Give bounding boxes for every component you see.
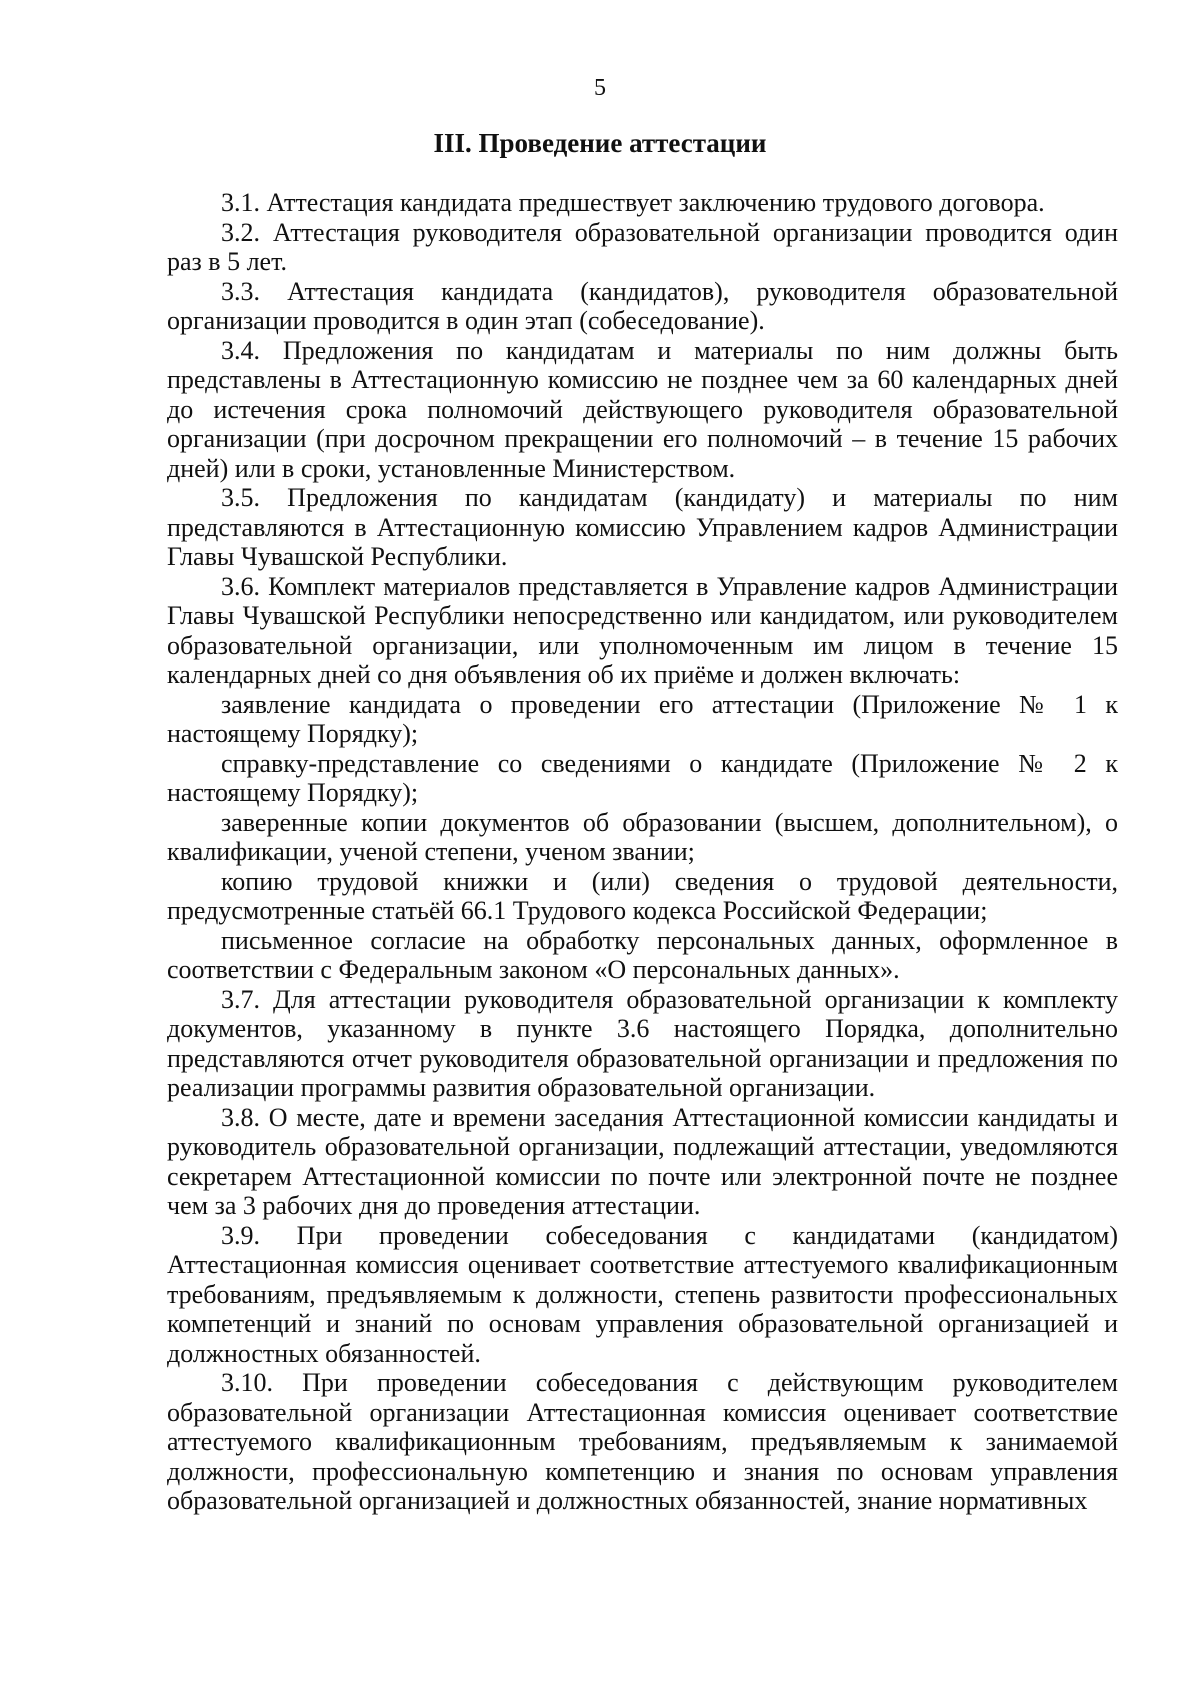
list-item-education-copies: заверенные копии документов об образовании (высшем, дополнительном), о квалификации, ученой степени, ученом звании;: [167, 807, 1118, 866]
paragraph-3-1: 3.1. Аттестация кандидата предшествует заключению трудового договора.: [221, 188, 1045, 217]
paragraph-3-9: 3.9. При проведении собеседования с кандидатами (кандидатом) Аттестационная комиссия оценивает соответствие аттестуемого квалификационным требованиям, предъявляемым к должности, степень развитости профессиональных компетенций и знаний по основам управления образовательной организацией и должностных обязанностей.: [167, 1220, 1118, 1368]
page-number: 5: [594, 75, 606, 101]
paragraph-3-8: 3.8. О месте, дате и времени заседания Аттестационной комиссии кандидаты и руководитель образовательной организации, подлежащий аттестации, уведомляются секретарем Аттестационной комиссии по почте или электронной почте не позднее чем за 3 рабочих дня до проведения аттестации.: [167, 1102, 1118, 1220]
list-item-application: заявление кандидата о проведении его аттестации (Приложение № 1 к настоящему Порядку);: [167, 689, 1118, 748]
paragraph-3-6: 3.6. Комплект материалов представляется в Управление кадров Администрации Главы Чувашской Республики непосредственно или кандидатом, или руководителем образовательной организации, или уполномоченным им лицом в течение 15 календарных дней со дня объявления об их приёме и должен включать:: [167, 571, 1118, 689]
list-item-data-consent: письменное согласие на обработку персональных данных, оформленное в соответствии с Федеральным законом «О персональных данных».: [167, 925, 1118, 984]
paragraph-3-5: 3.5. Предложения по кандидатам (кандидату) и материалы по ним представляются в Аттестационную комиссию Управлением кадров Администрации Главы Чувашской Республики.: [167, 483, 1118, 571]
document-body: [167, 188, 1118, 1516]
paragraph-3-10: 3.10. При проведении собеседования с действующим руководителем образовательной организации Аттестационная комиссия оценивает соответствие аттестуемого квалификационным требованиям, предъявляемым к занимаемой должности, профессиональную компетенцию и знания по основам управления образовательной организацией и должностных обязанностей, знание нормативных: [167, 1368, 1118, 1515]
paragraph-3-7: 3.7. Для аттестации руководителя образовательной организации к комплекту документов, указанному в пункте 3.6 настоящего Порядка, дополнительно представляются отчет руководителя образовательной организации и предложения по реализации программы развития образовательной организации.: [167, 984, 1118, 1102]
paragraph-3-2: 3.2. Аттестация руководителя образовательной организации проводится один раз в 5 лет.: [167, 217, 1118, 276]
list-item-work-record: копию трудовой книжки и (или) сведения о трудовой деятельности, предусмотренные статьёй 66.1 Трудового кодекса Российской Федерации;: [167, 866, 1118, 925]
paragraph-3-3: 3.3. Аттестация кандидата (кандидатов), руководителя образовательной организации проводится в один этап (собеседование).: [167, 276, 1118, 335]
list-item-reference: справку-представление со сведениями о кандидате (Приложение № 2 к настоящему Порядку);: [167, 748, 1118, 807]
section-title: III. Проведение аттестации: [433, 128, 767, 158]
paragraph-3-4: 3.4. Предложения по кандидатам и материалы по ним должны быть представлены в Аттестационную комиссию не позднее чем за 60 календарных дней до истечения срока полномочий действующего руководителя образовательной организации (при досрочном прекращении его полномочий – в течение 15 рабочих дней) или в сроки, установленные Министерством.: [167, 335, 1118, 483]
